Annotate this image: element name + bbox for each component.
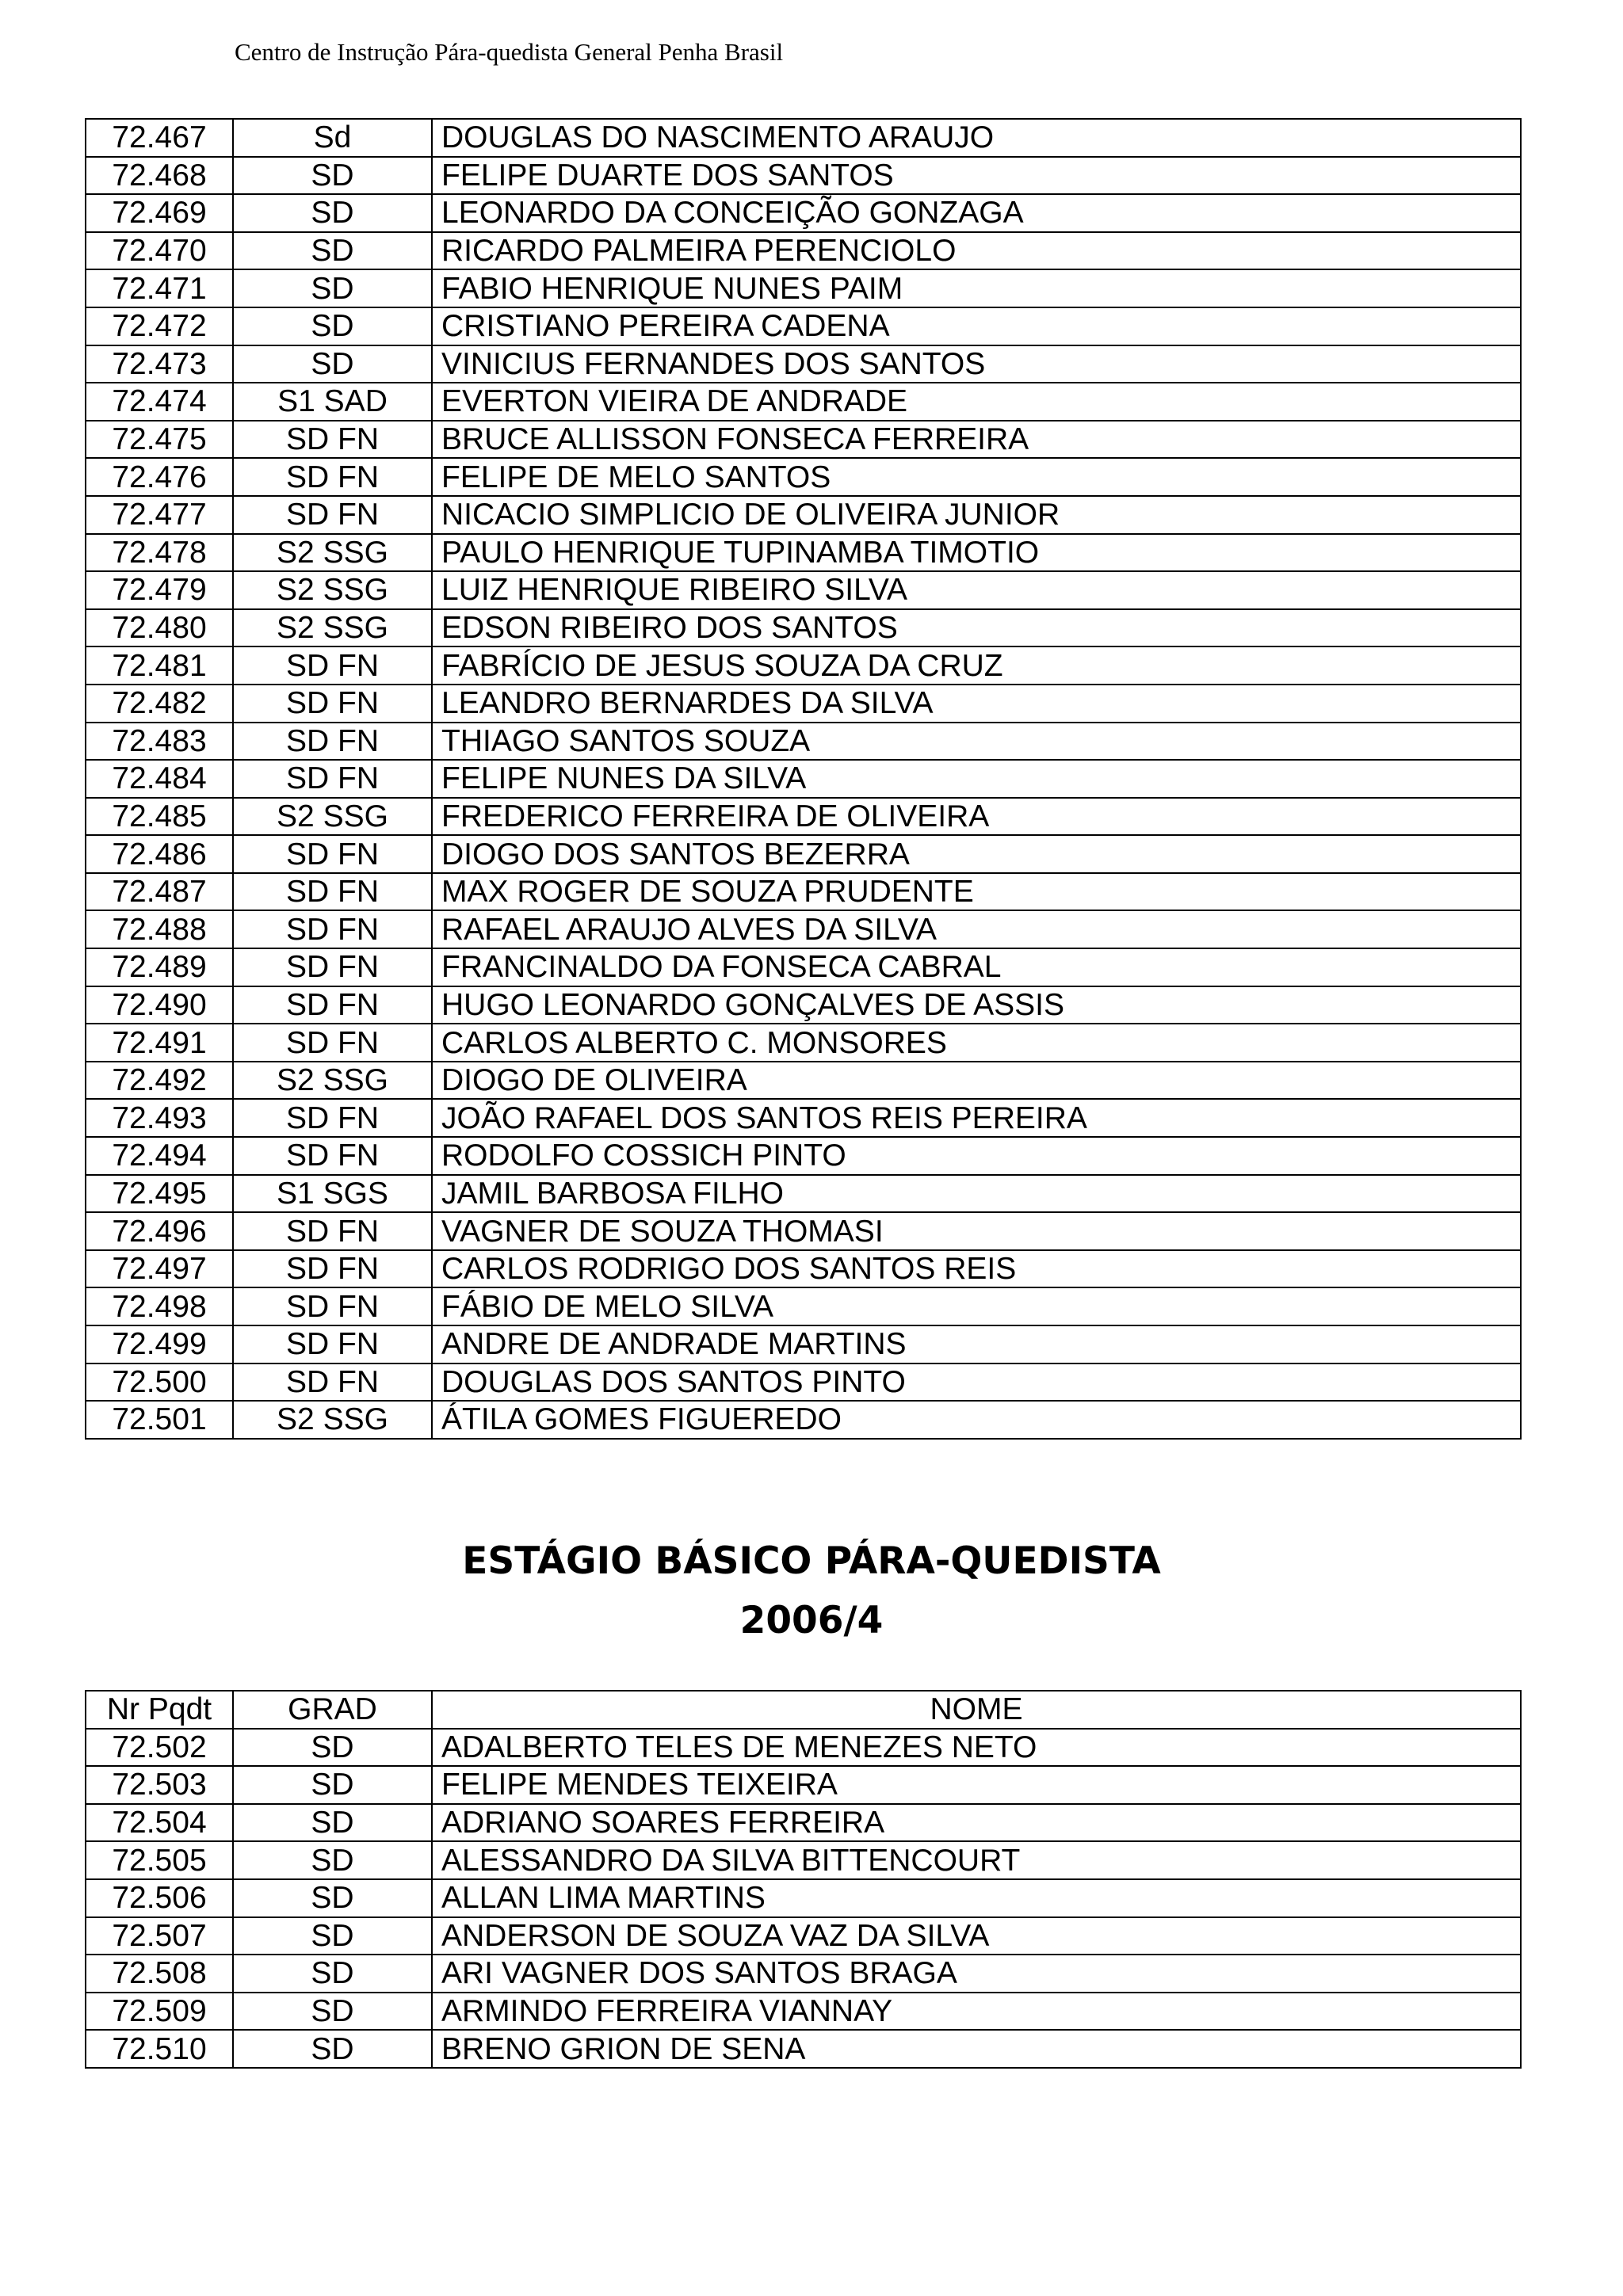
table-row	[86, 232, 1521, 270]
cell-grad: SD	[233, 345, 432, 383]
table-row	[86, 1841, 1521, 1879]
cell-grad: SD FN	[233, 948, 432, 986]
table-row	[86, 1917, 1521, 1955]
cell-nome: RICARDO PALMEIRA PERENCIOLO	[432, 232, 1521, 270]
cell-nr-pqdt: 72.467	[86, 119, 233, 157]
cell-nr-pqdt: 72.473	[86, 345, 233, 383]
table-row	[86, 157, 1521, 195]
cell-nome: ANDRE DE ANDRADE MARTINS	[432, 1325, 1521, 1363]
cell-grad: S2 SSG	[233, 1062, 432, 1100]
table-row	[86, 307, 1521, 345]
cell-nr-pqdt: 72.492	[86, 1062, 233, 1100]
cell-grad: SD FN	[233, 496, 432, 534]
cell-nr-pqdt: 72.487	[86, 873, 233, 911]
table-row	[86, 383, 1521, 421]
table-row	[86, 1212, 1521, 1250]
cell-nr-pqdt: 72.474	[86, 383, 233, 421]
table-row	[86, 458, 1521, 496]
cell-nome: CARLOS RODRIGO DOS SANTOS REIS	[432, 1250, 1521, 1288]
cell-nome: NICACIO SIMPLICIO DE OLIVEIRA JUNIOR	[432, 496, 1521, 534]
cell-nome: VAGNER DE SOUZA THOMASI	[432, 1212, 1521, 1250]
cell-nr-pqdt: 72.502	[86, 1729, 233, 1767]
cell-nome: THIAGO SANTOS SOUZA	[432, 723, 1521, 761]
table-row	[86, 1766, 1521, 1804]
cell-nome: ALLAN LIMA MARTINS	[432, 1879, 1521, 1917]
cell-grad: SD FN	[233, 1325, 432, 1363]
table-row	[86, 685, 1521, 723]
cell-nr-pqdt: 72.478	[86, 534, 233, 572]
table-row	[86, 1287, 1521, 1325]
cell-nome: MAX ROGER DE SOUZA PRUDENTE	[432, 873, 1521, 911]
cell-grad: SD FN	[233, 421, 432, 459]
cell-nr-pqdt: 72.472	[86, 307, 233, 345]
cell-nr-pqdt: 72.497	[86, 1250, 233, 1288]
cell-nome: BRUCE ALLISSON FONSECA FERREIRA	[432, 421, 1521, 459]
cell-nome: LEANDRO BERNARDES DA SILVA	[432, 685, 1521, 723]
cell-nome: JAMIL BARBOSA FILHO	[432, 1175, 1521, 1213]
cell-grad: SD	[233, 1917, 432, 1955]
cell-nr-pqdt: 72.509	[86, 1993, 233, 2031]
cell-nome: BRENO GRION DE SENA	[432, 2030, 1521, 2068]
cell-nr-pqdt: 72.488	[86, 910, 233, 948]
cell-grad: SD	[233, 1955, 432, 1993]
cell-nr-pqdt: 72.507	[86, 1917, 233, 1955]
cell-nr-pqdt: 72.480	[86, 609, 233, 647]
cell-nr-pqdt: 72.496	[86, 1212, 233, 1250]
table-row	[86, 1062, 1521, 1100]
cell-grad: SD	[233, 1729, 432, 1767]
table-row	[86, 1137, 1521, 1175]
cell-nr-pqdt: 72.498	[86, 1287, 233, 1325]
cell-nome: RAFAEL ARAUJO ALVES DA SILVA	[432, 910, 1521, 948]
cell-grad: SD	[233, 2030, 432, 2068]
table-row	[86, 1955, 1521, 1993]
cell-grad: SD FN	[233, 1137, 432, 1175]
cell-grad: SD FN	[233, 1099, 432, 1137]
cell-nome: HUGO LEONARDO GONÇALVES DE ASSIS	[432, 986, 1521, 1024]
cell-nome: FREDERICO FERREIRA DE OLIVEIRA	[432, 798, 1521, 836]
table-row	[86, 986, 1521, 1024]
cell-nr-pqdt: 72.499	[86, 1325, 233, 1363]
cell-nome: FELIPE DUARTE DOS SANTOS	[432, 157, 1521, 195]
table-row	[86, 1804, 1521, 1842]
table-row	[86, 119, 1521, 157]
table-row	[86, 269, 1521, 307]
table-row	[86, 798, 1521, 836]
cell-grad: S2 SSG	[233, 798, 432, 836]
cell-nome: ÁTILA GOMES FIGUEREDO	[432, 1401, 1521, 1439]
table-row	[86, 646, 1521, 685]
cell-nr-pqdt: 72.493	[86, 1099, 233, 1137]
cell-grad: SD FN	[233, 685, 432, 723]
header-grad: GRAD	[233, 1691, 432, 1729]
cell-nome: ARMINDO FERREIRA VIANNAY	[432, 1993, 1521, 2031]
roster-table-2	[85, 1690, 1522, 2069]
table-row	[86, 1993, 1521, 2031]
cell-nr-pqdt: 72.470	[86, 232, 233, 270]
cell-nr-pqdt: 72.477	[86, 496, 233, 534]
cell-grad: S1 SGS	[233, 1175, 432, 1213]
cell-grad: SD FN	[233, 1212, 432, 1250]
cell-nr-pqdt: 72.481	[86, 646, 233, 685]
cell-grad: SD	[233, 1879, 432, 1917]
cell-nome: JOÃO RAFAEL DOS SANTOS REIS PEREIRA	[432, 1099, 1521, 1137]
cell-nome: DIOGO DOS SANTOS BEZERRA	[432, 835, 1521, 873]
table-row	[86, 496, 1521, 534]
table-row	[86, 421, 1521, 459]
cell-grad: SD FN	[233, 723, 432, 761]
page-header: Centro de Instrução Pára-quedista General Penha Brasil	[235, 38, 784, 66]
roster-table-1	[85, 118, 1522, 1440]
table-row	[86, 1325, 1521, 1363]
cell-grad: SD	[233, 232, 432, 270]
header-nome: NOME	[432, 1691, 1521, 1729]
table-row	[86, 1401, 1521, 1439]
cell-grad: SD	[233, 157, 432, 195]
cell-nome: VINICIUS FERNANDES DOS SANTOS	[432, 345, 1521, 383]
cell-nr-pqdt: 72.476	[86, 458, 233, 496]
cell-nome: FELIPE MENDES TEIXEIRA	[432, 1766, 1521, 1804]
table-row	[86, 1250, 1521, 1288]
cell-grad: SD FN	[233, 646, 432, 685]
cell-nome: EVERTON VIEIRA DE ANDRADE	[432, 383, 1521, 421]
cell-nome: LUIZ HENRIQUE RIBEIRO SILVA	[432, 571, 1521, 609]
cell-grad: SD	[233, 194, 432, 232]
table-row	[86, 760, 1521, 798]
table-row	[86, 910, 1521, 948]
cell-grad: SD FN	[233, 458, 432, 496]
cell-nr-pqdt: 72.504	[86, 1804, 233, 1842]
cell-nome: FABIO HENRIQUE NUNES PAIM	[432, 269, 1521, 307]
cell-nome: DOUGLAS DO NASCIMENTO ARAUJO	[432, 119, 1521, 157]
table-row	[86, 948, 1521, 986]
cell-nr-pqdt: 72.483	[86, 723, 233, 761]
cell-nome: CARLOS ALBERTO C. MONSORES	[432, 1024, 1521, 1062]
cell-grad: SD FN	[233, 873, 432, 911]
cell-nr-pqdt: 72.468	[86, 157, 233, 195]
cell-nome: RODOLFO COSSICH PINTO	[432, 1137, 1521, 1175]
table-row	[86, 1024, 1521, 1062]
cell-nome: FELIPE DE MELO SANTOS	[432, 458, 1521, 496]
cell-nr-pqdt: 72.475	[86, 421, 233, 459]
section-title: ESTÁGIO BÁSICO PÁRA-QUEDISTA	[462, 1539, 1161, 1583]
cell-grad: SD	[233, 307, 432, 345]
cell-nome: ARI VAGNER DOS SANTOS BRAGA	[432, 1955, 1521, 1993]
cell-grad: SD FN	[233, 910, 432, 948]
table-row	[86, 194, 1521, 232]
cell-nome: ANDERSON DE SOUZA VAZ DA SILVA	[432, 1917, 1521, 1955]
cell-nome: DOUGLAS DOS SANTOS PINTO	[432, 1363, 1521, 1402]
cell-grad: SD	[233, 1804, 432, 1842]
cell-nr-pqdt: 72.510	[86, 2030, 233, 2068]
table-row	[86, 873, 1521, 911]
cell-grad: S2 SSG	[233, 1401, 432, 1439]
cell-grad: Sd	[233, 119, 432, 157]
table-row	[86, 1099, 1521, 1137]
cell-nr-pqdt: 72.490	[86, 986, 233, 1024]
cell-nr-pqdt: 72.479	[86, 571, 233, 609]
cell-nr-pqdt: 72.508	[86, 1955, 233, 1993]
table-row	[86, 571, 1521, 609]
cell-nome: EDSON RIBEIRO DOS SANTOS	[432, 609, 1521, 647]
table-row	[86, 1175, 1521, 1213]
cell-nome: ADRIANO SOARES FERREIRA	[432, 1804, 1521, 1842]
cell-nr-pqdt: 72.469	[86, 194, 233, 232]
table-row	[86, 345, 1521, 383]
cell-grad: S2 SSG	[233, 571, 432, 609]
cell-grad: SD FN	[233, 986, 432, 1024]
cell-nr-pqdt: 72.506	[86, 1879, 233, 1917]
cell-nome: ADALBERTO TELES DE MENEZES NETO	[432, 1729, 1521, 1767]
table-header-row	[86, 1691, 1521, 1729]
cell-grad: SD FN	[233, 835, 432, 873]
cell-grad: S1 SAD	[233, 383, 432, 421]
cell-grad: SD FN	[233, 1024, 432, 1062]
cell-nome: FÁBIO DE MELO SILVA	[432, 1287, 1521, 1325]
cell-nr-pqdt: 72.485	[86, 798, 233, 836]
cell-nr-pqdt: 72.489	[86, 948, 233, 986]
cell-nr-pqdt: 72.494	[86, 1137, 233, 1175]
table-row	[86, 1729, 1521, 1767]
table-row	[86, 835, 1521, 873]
cell-nome: CRISTIANO PEREIRA CADENA	[432, 307, 1521, 345]
cell-nome: LEONARDO DA CONCEIÇÃO GONZAGA	[432, 194, 1521, 232]
cell-grad: SD FN	[233, 760, 432, 798]
cell-nome: ALESSANDRO DA SILVA BITTENCOURT	[432, 1841, 1521, 1879]
cell-grad: SD	[233, 1841, 432, 1879]
cell-grad: SD	[233, 269, 432, 307]
cell-nr-pqdt: 72.503	[86, 1766, 233, 1804]
cell-nr-pqdt: 72.501	[86, 1401, 233, 1439]
cell-nr-pqdt: 72.491	[86, 1024, 233, 1062]
table-row	[86, 609, 1521, 647]
cell-grad: SD	[233, 1766, 432, 1804]
cell-nr-pqdt: 72.505	[86, 1841, 233, 1879]
cell-grad: SD	[233, 1993, 432, 2031]
cell-nr-pqdt: 72.495	[86, 1175, 233, 1213]
cell-grad: SD FN	[233, 1363, 432, 1402]
table-row	[86, 1879, 1521, 1917]
cell-nr-pqdt: 72.500	[86, 1363, 233, 1402]
cell-grad: S2 SSG	[233, 534, 432, 572]
table-row	[86, 2030, 1521, 2068]
cell-nr-pqdt: 72.482	[86, 685, 233, 723]
table-row	[86, 534, 1521, 572]
cell-nome: FRANCINALDO DA FONSECA CABRAL	[432, 948, 1521, 986]
cell-grad: SD FN	[233, 1250, 432, 1288]
cell-nome: DIOGO DE OLIVEIRA	[432, 1062, 1521, 1100]
cell-nome: FELIPE NUNES DA SILVA	[432, 760, 1521, 798]
cell-nome: FABRÍCIO DE JESUS SOUZA DA CRUZ	[432, 646, 1521, 685]
cell-nr-pqdt: 72.486	[86, 835, 233, 873]
cell-nr-pqdt: 72.484	[86, 760, 233, 798]
header-nr-pqdt: Nr Pqdt	[86, 1691, 233, 1729]
cell-nr-pqdt: 72.471	[86, 269, 233, 307]
table-row	[86, 1363, 1521, 1402]
table-row	[86, 723, 1521, 761]
section-subtitle: 2006/4	[739, 1599, 884, 1642]
cell-nome: PAULO HENRIQUE TUPINAMBA TIMOTIO	[432, 534, 1521, 572]
cell-grad: SD FN	[233, 1287, 432, 1325]
cell-grad: S2 SSG	[233, 609, 432, 647]
